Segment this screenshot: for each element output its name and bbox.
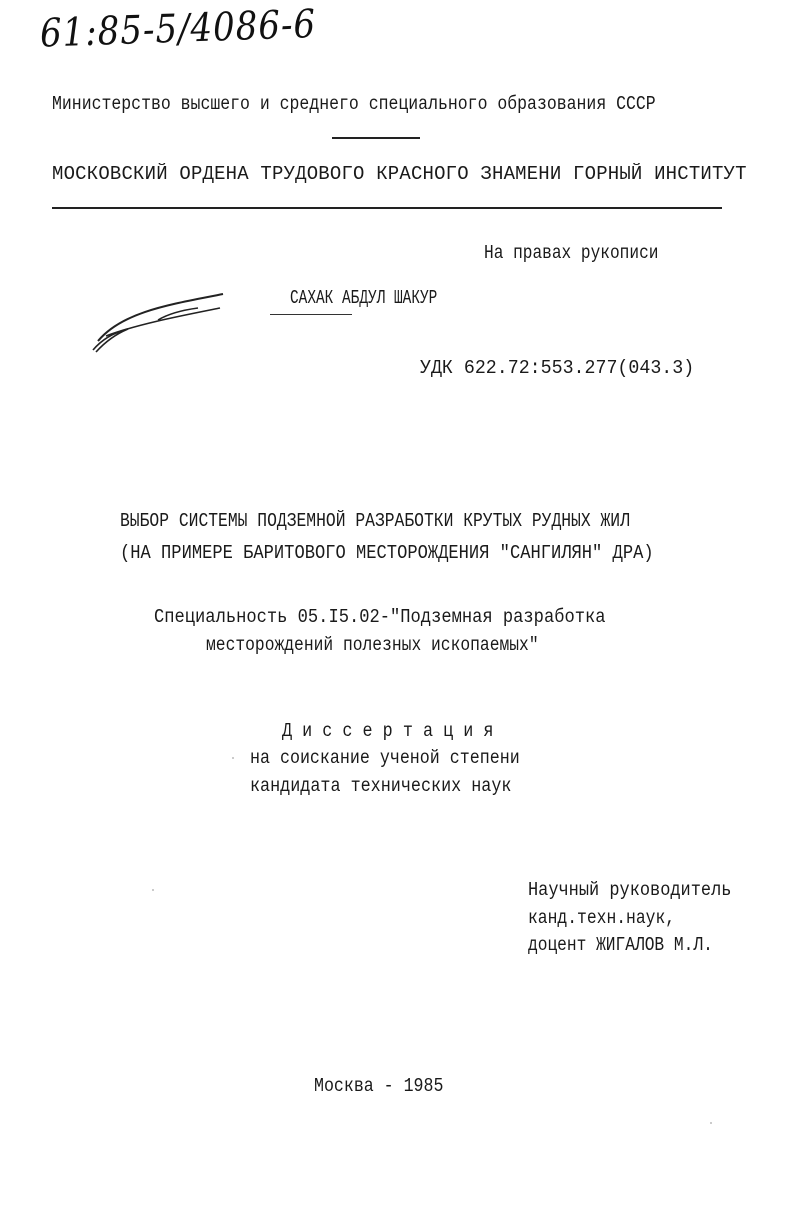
scan-speck — [710, 1122, 712, 1124]
long-divider — [52, 207, 722, 209]
title-line-1: ВЫБОР СИСТЕМЫ ПОДЗЕМНОЙ РАЗРАБОТКИ КРУТЫХ РУДНЫХ ЖИЛ — [120, 510, 630, 532]
signature-image — [88, 286, 238, 362]
supervisor-line-3: доцент ЖИГАЛОВ М.Л. — [528, 934, 713, 956]
specialty-line-1: Специальность 05.I5.02-"Подземная разработка — [154, 606, 606, 628]
dissertation-heading: Д и с с е р т а ц и я — [282, 720, 494, 742]
archive-code-handwritten: 61:85-5/4086-6 — [39, 1, 317, 57]
supervisor-line-2: канд.техн.наук, — [528, 907, 676, 929]
manuscript-rights: На правах рукописи — [484, 242, 659, 264]
city-year: Москва - 1985 — [314, 1075, 444, 1097]
title-line-2: (НА ПРИМЕРЕ БАРИТОВОГО МЕСТОРОЖДЕНИЯ "САНГИЛЯН" ДРА) — [120, 542, 654, 564]
supervisor-line-1: Научный руководитель — [528, 879, 732, 901]
specialty-line-2: месторождений полезных ископаемых" — [206, 634, 539, 656]
scan-speck — [152, 889, 154, 891]
ministry-line: Министерство высшего и среднего специального образования СССР — [52, 93, 656, 115]
author-underline — [270, 314, 352, 315]
udc-code: УДК 622.72:553.277(043.3) — [420, 357, 695, 379]
scan-speck — [232, 757, 234, 759]
dissertation-line-2: кандидата технических наук — [250, 775, 512, 797]
institute-line: МОСКОВСКИЙ ОРДЕНА ТРУДОВОГО КРАСНОГО ЗНАМЕНИ ГОРНЫЙ ИНСТИТУТ — [52, 163, 747, 185]
author-name: САХАК АБДУЛ ШАКУР — [290, 287, 438, 309]
dissertation-line-1: на соискание ученой степени — [250, 747, 520, 769]
short-divider — [332, 137, 420, 139]
